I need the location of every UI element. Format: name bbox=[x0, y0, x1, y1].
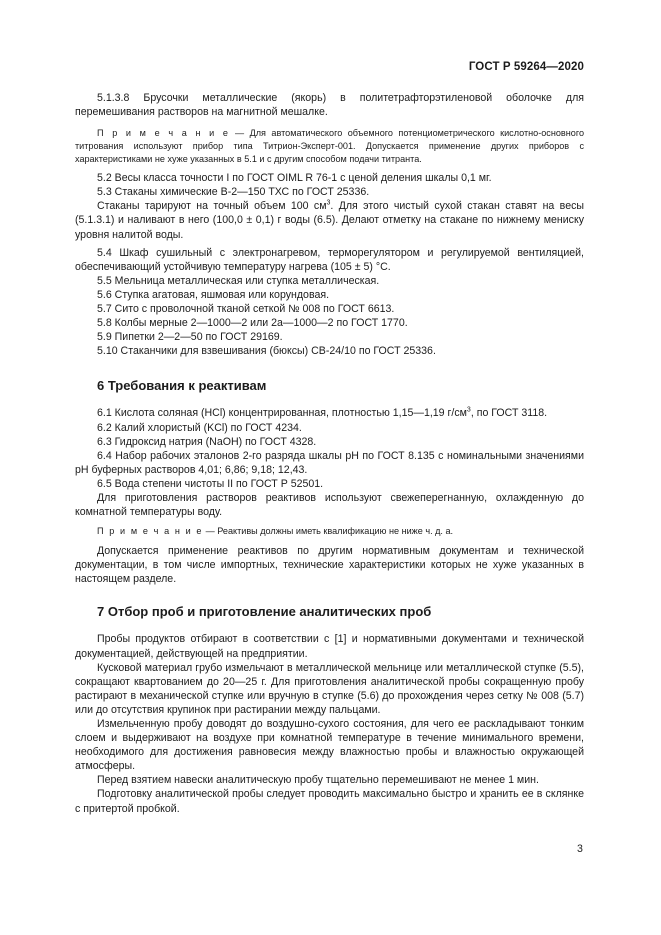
paragraph-5-3-tare bbox=[75, 199, 584, 241]
note-1 bbox=[75, 127, 584, 166]
note-1-label: П р и м е ч а н и е bbox=[97, 128, 230, 139]
note-2-label: П р и м е ч а н и е bbox=[97, 526, 204, 537]
paragraph-7-5: Подготовку аналитической пробы следует проводить максимально быстро и хранить ее в склянке с притертой пробкой. bbox=[75, 788, 584, 815]
paragraph-6-3: 6.3 Гидроксид натрия (NaOH) по ГОСТ 4328. bbox=[97, 435, 317, 448]
paragraph-5-4: 5.4 Шкаф сушильный с электронагревом, терморегулятором и регулируемой вентиляцией, обеспечивающий устойчивую температуру нагрева (105 ± 5) °С. bbox=[75, 246, 584, 273]
paragraph-5-3-tare-part1: Стаканы тарируют на точный объем 100 см bbox=[97, 200, 327, 213]
paragraph-6-water: Для приготовления растворов реактивов используют свежеперегнанную, охлажденную до комнатной температуры воду. bbox=[75, 491, 584, 519]
paragraph-5-6: 5.6 Ступка агатовая, яшмовая или корундовая. bbox=[97, 288, 330, 301]
paragraph-6-2: 6.2 Калий хлористый (KCl) по ГОСТ 4234. bbox=[97, 421, 302, 434]
note-2-text: — Реактивы должны иметь квалификацию не ниже ч. д. а. bbox=[203, 526, 454, 537]
paragraph-7-2: Кусковой материал грубо измельчают в металлической мельнице или металлической ступке (5.5), сокращают квартованием до 20—25 г. Для приготовления аналитической пробы сокращенную пробу растирают в механической ступке или вручную в ступке (5.6) до прохождения через сетку № 008 (5.7) или до отсутствия крупинок при растирании между пальцами. bbox=[75, 661, 584, 716]
paragraph-6-1 bbox=[75, 406, 584, 420]
paragraph-6-1-part2: , по ГОСТ 3118. bbox=[470, 407, 548, 420]
paragraph-7-3: Измельченную пробу доводят до воздушно-сухого состояния, для чего ее раскладывают тонким слоем и выдерживают на воздухе при комнатной температуре в течение минимального времени, необходимого для достижения равновесия между влажностью пробы и влажностью окружающей атмосферы. bbox=[75, 718, 584, 773]
paragraph-6-1-part1: 6.1 Кислота соляная (HCl) концентрированная, плотностью 1,15—1,19 г/см bbox=[97, 407, 467, 420]
paragraph-5-1-3-8: 5.1.3.8 Брусочки металлические (якорь) в политетрафторэтиленовой оболочке для перемешивания растворов на магнитной мешалке. bbox=[75, 92, 584, 119]
paragraph-7-1: Пробы продуктов отбирают в соответствии с [1] и нормативными документами и технической документацией, действующей на предприятии. bbox=[75, 633, 584, 660]
page-number: 3 bbox=[577, 843, 583, 855]
superscript-3: 3 bbox=[326, 199, 331, 207]
paragraph-5-2: 5.2 Весы класса точности I по ГОСТ OIML R 76-1 с ценой деления шкалы 0,1 мг. bbox=[97, 172, 492, 185]
note-1-text: — Для автоматического объемного потенциометрического кислотно-основного титрования используют прибор типа Титрион-Эксперт-001. Допускается применение других приборов с характеристиками не хуже указанных в 5.1 и с другим способом подачи титранта. bbox=[75, 128, 585, 165]
paragraph-6-other-reagents: Допускается применение реактивов по другим нормативным документам и технической документации, в том числе импортных, технические характеристики которых не хуже указанных в настоящем разделе. bbox=[75, 545, 584, 586]
paragraph-5-9: 5.9 Пипетки 2—2—50 по ГОСТ 29169. bbox=[97, 331, 283, 344]
section-7-heading: 7 Отбор проб и приготовление аналитических проб bbox=[97, 604, 432, 620]
paragraph-6-4: 6.4 Набор рабочих эталонов 2-го разряда шкалы рН по ГОСТ 8.135 с номинальными значениями рН буферных растворов 4,01; 6,86; 9,18; 12,43. bbox=[75, 449, 584, 476]
note-2 bbox=[75, 525, 584, 538]
paragraph-5-5: 5.5 Мельница металлическая или ступка металлическая. bbox=[97, 274, 380, 287]
paragraph-5-10: 5.10 Стаканчики для взвешивания (бюксы) СВ-24/10 по ГОСТ 25336. bbox=[97, 345, 436, 358]
section-6-heading: 6 Требования к реактивам bbox=[97, 378, 267, 394]
superscript-3: 3 bbox=[466, 406, 471, 414]
paragraph-5-3-tare-part2: . Для этого чистый сухой стакан ставят на весы (5.1.3.1) и наливают в него (100,0 ± 0,1) г воды (6.5). Делают отметку на стакане по нижнему мениску уровня налитой воды. bbox=[75, 200, 584, 241]
paragraph-6-5: 6.5 Вода степени чистоты II по ГОСТ Р 52501. bbox=[97, 477, 324, 490]
paragraph-5-8: 5.8 Колбы мерные 2—1000—2 или 2а—1000—2 по ГОСТ 1770. bbox=[97, 317, 408, 330]
paragraph-5-3: 5.3 Стаканы химические В-2—150 ТХС по ГОСТ 25336. bbox=[97, 186, 370, 199]
paragraph-7-4: Перед взятием навески аналитическую пробу тщательно перемешивают не менее 1 мин. bbox=[97, 774, 539, 787]
document-id: ГОСТ Р 59264—2020 bbox=[468, 61, 584, 73]
page-content bbox=[75, 91, 584, 816]
paragraph-5-7: 5.7 Сито с проволочной тканой сеткой № 008 по ГОСТ 6613. bbox=[97, 303, 395, 316]
